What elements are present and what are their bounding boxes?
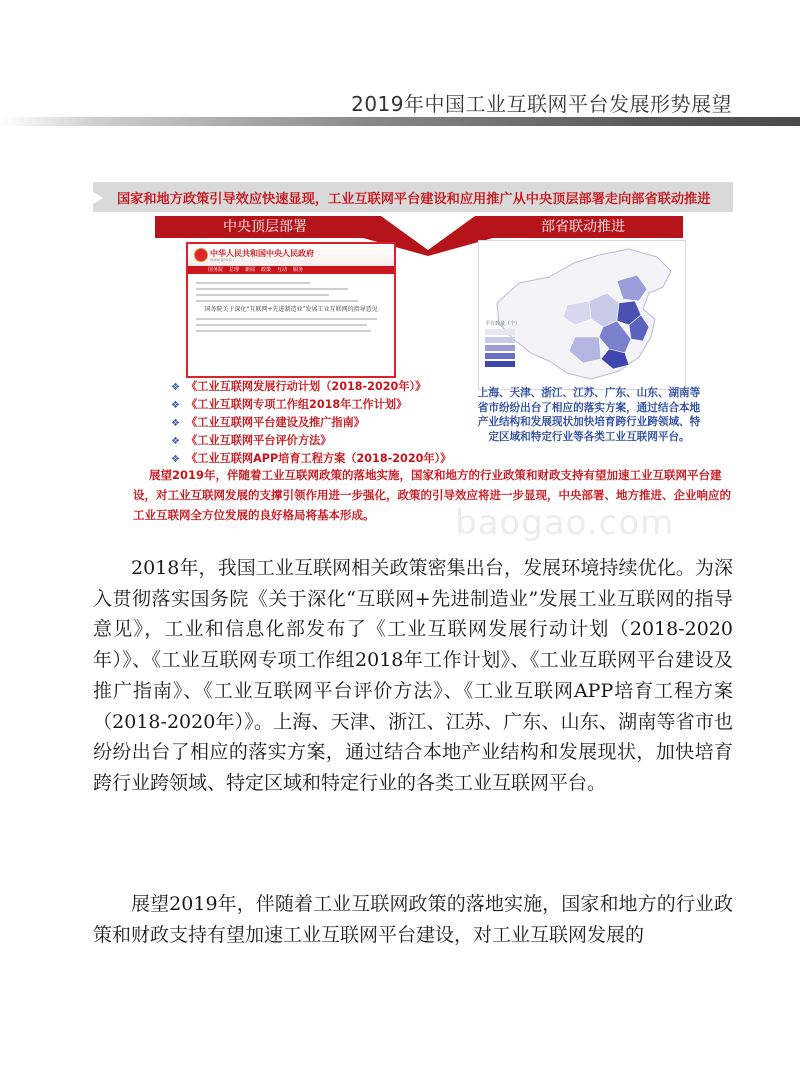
gov-site-url: www.gov.cn: [210, 257, 234, 262]
gov-website-screenshot: [186, 242, 396, 378]
list-item: ❖ 《工业互联网平台评价方法》: [171, 434, 332, 447]
diamond-bullet-icon: ❖: [171, 418, 180, 429]
provincial-promotion-label: 部省联动推进: [483, 216, 683, 238]
national-emblem-icon: [194, 248, 208, 262]
diamond-bullet-icon: ❖: [171, 382, 180, 393]
gov-nav-item: 国务院: [208, 267, 224, 273]
china-map-icon: [479, 241, 685, 389]
china-map: [478, 240, 686, 390]
list-item: ❖ 《工业互联网平台建设及推广指南》: [171, 416, 365, 429]
figure-banner: [93, 182, 733, 212]
banner-arrow-icon: [93, 192, 103, 204]
gov-doc-metadata: [188, 274, 394, 340]
gov-nav-item: 服务: [293, 267, 304, 273]
diamond-bullet-icon: ❖: [171, 400, 180, 411]
header-divider-bar: [0, 117, 800, 126]
list-item: ❖ 《工业互联网专项工作组2018年工作计划》: [171, 398, 408, 411]
gov-nav-item: 政策: [261, 267, 272, 273]
body-paragraph-1: 2018年，我国工业互联网相关政策密集出台，发展环境持续优化。为深入贯彻落实国务院《关于深化“互联网+先进制造业”发展工业互联网的指导意见》，工业和信息化部发布了《工业互联网发展行动计划（2018-2020年）》、《工业互联网专项工作组2018年工作计划》、《工业互联网平台建设及推广指南》、《工业互联网平台评价方法》、《工业互联网APP培育工程方案（2018-2020年）》。上海、天津、浙江、江苏、广东、山东、湖南等省市也纷纷出台了相应的落实方案，通过结合本地产业结构和发展现状，加快培育跨行业跨领域、特定区域和特定行业的各类工业互联网平台。: [93, 557, 733, 794]
gov-doc-title: 国务院关于深化“互联网+先进制造业”发展工业互联网的指导意见: [204, 306, 378, 313]
gov-nav-item: 总理: [229, 267, 240, 273]
diamond-bullet-icon: ❖: [171, 454, 180, 465]
gov-site-name: 中华人民共和国中央人民政府: [210, 249, 314, 258]
policy-figure: [93, 178, 733, 523]
figure-bottom-text: 展望2019年，伴随着工业互联网政策的落地实施，国家和地方的行业政策和财政支持有望加速工业互联网平台建设，对工业互联网发展的支撑引领作用进一步强化，政策的引导效应将进一步显现，中央部署、地方推进、企业响应的工业互联网全方位发展的良好格局将基本形成。: [133, 468, 731, 522]
banner-text: 国家和地方政策引导效应快速显现，工业互联网平台建设和应用推广从中央顶层部署走向部省联动推进: [117, 192, 711, 207]
policy-list: [171, 378, 451, 468]
map-caption: 上海、天津、浙江、江苏、广东、山东、湖南等省市纷纷出台了相应的落实方案，通过结合本地产业结构和发展现状加快培育跨行业跨领域、特定区域和特定行业等各类工业互联网平台。: [477, 387, 701, 443]
list-item: ❖ 《工业互联网APP培育工程方案（2018-2020年）》: [171, 452, 452, 465]
body-paragraph-2: 展望2019年，伴随着工业互联网政策的落地实施，国家和地方的行业政策和财政支持有望加速工业互联网平台建设，对工业互联网发展的: [93, 893, 733, 946]
map-legend-title: 平台数量（个）: [485, 321, 521, 327]
gov-nav-item: 新闻: [245, 267, 256, 273]
watermark: baogao.com: [455, 503, 675, 543]
diamond-bullet-icon: ❖: [171, 436, 180, 447]
gov-nav-bar: [188, 266, 394, 274]
central-deployment-label: 中央顶层部署: [155, 216, 375, 238]
list-item: ❖ 《工业互联网发展行动计划（2018-2020年）》: [171, 380, 427, 393]
page-title: 2019年中国工业互联网平台发展形势展望: [351, 92, 732, 116]
gov-nav-item: 互动: [277, 267, 288, 273]
